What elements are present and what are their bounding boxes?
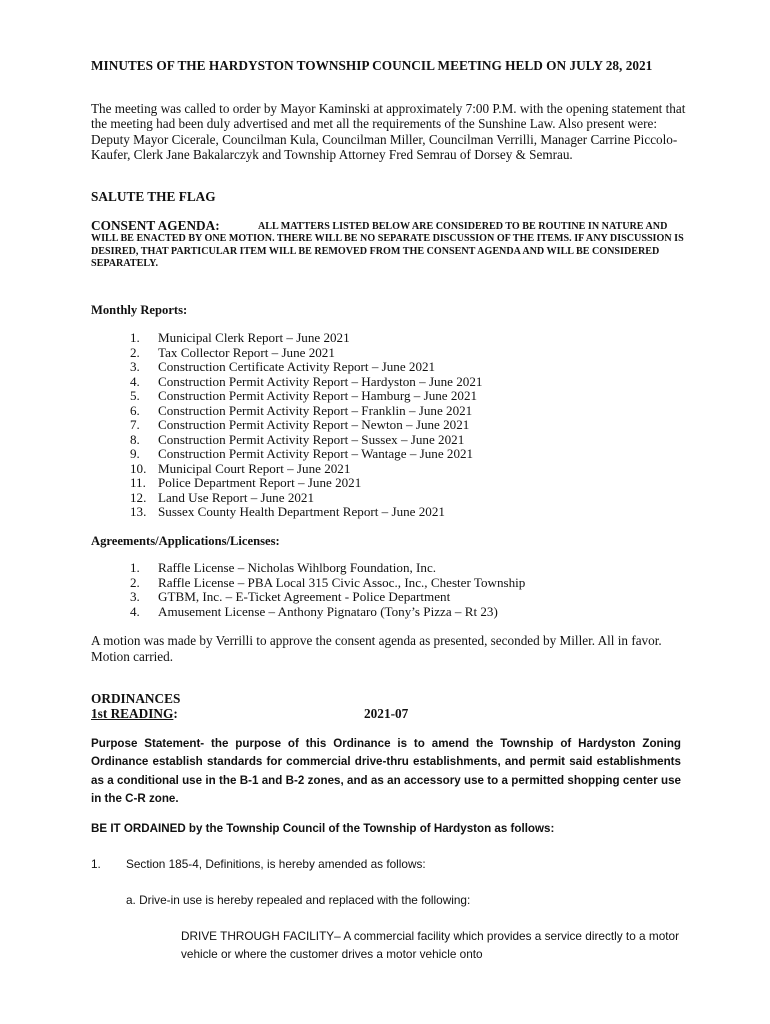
list-item-number: 4. (130, 603, 140, 619)
list-item-number: 7. (130, 417, 140, 432)
list-item (130, 331, 482, 346)
list-item (130, 360, 482, 375)
list-item (130, 561, 525, 576)
reading-label-text: 1st READING (91, 706, 174, 721)
list-item-text: Police Department Report – June 2021 (158, 475, 362, 490)
list-item-text: GTBM, Inc. – E-Ticket Agreement - Police Department (158, 589, 451, 604)
list-item-text: Land Use Report – June 2021 (158, 489, 315, 505)
list-item-text: Municipal Court Report – June 2021 (158, 460, 351, 476)
list-item-number: 13. (130, 504, 147, 519)
be-it-ordained: BE IT ORDAINED by the Township Council of the Township of Hardyston as follows: (91, 822, 555, 835)
list-item (130, 375, 482, 390)
list-item (130, 447, 482, 462)
purpose-statement: Purpose Statement- the purpose of this Ordinance is to amend the Township of Hardyston Zoning Ordinance establish standards for commercial drive-thru establishments, and permit said establishments as a conditional use in the B-1 and B-2 zones, and as an accessory use to a permitted shopping center use in the C-R zone. (91, 737, 681, 806)
list-item-number: 3. (130, 589, 140, 604)
list-item-number: 5. (130, 388, 140, 403)
list-item-text: Construction Permit Activity Report – Franklin – June 2021 (158, 402, 473, 418)
list-item-text: Raffle License – PBA Local 315 Civic Assoc., Inc., Chester Township (158, 574, 526, 590)
definition-text: DRIVE THROUGH FACILITY– A commercial facility which provides a service directly to a motor vehicle or where the customer drives a motor vehicle onto (181, 929, 680, 961)
list-item-number: 12. (130, 489, 147, 505)
monthly-reports-heading: Monthly Reports: (91, 303, 188, 317)
list-item (130, 576, 525, 591)
list-item-text: Municipal Clerk Report – June 2021 (158, 330, 350, 345)
consent-agenda-description: ALL MATTERS LISTED BELOW ARE CONSIDERED TO BE ROUTINE IN NATURE AND WILL BE ENACTED BY ONE MOTION. THERE WILL BE NO SEPARATE DISCUSSION OF THE ITEMS. IF ANY DISCUSSION IS DESIRED, THAT PARTICULAR ITEM WILL BE REMOVED FROM THE CONSENT AGENDA AND WILL BE CONSIDERED SEPARATELY. (91, 221, 684, 270)
intro-paragraph: The meeting was called to order by Mayor Kaminski at approximately 7:00 P.M. with the opening statement that the meeting had been duly advertised and met all the requirements of the Sunshine Law. Also present were: Deputy Mayor Cicerale, Councilman Kula, Councilman Miller, Councilman Verrilli, Manager Carrine Piccolo-Kaufer, Clerk Jane Bakalarczyk and Township Attorney Fred Semrau of Dorsey & Semrau. (91, 101, 686, 162)
list-item-number: 2. (130, 574, 140, 590)
list-item (130, 462, 482, 477)
monthly-reports-list (130, 331, 482, 520)
list-item-text: Amusement License – Anthony Pignataro (Tony’s Pizza – Rt 23) (158, 603, 498, 619)
list-item-number: 10. (130, 460, 147, 476)
list-item (130, 590, 525, 605)
list-item (130, 491, 482, 506)
list-item-number: 9. (130, 446, 140, 461)
list-item-number: 3. (130, 359, 140, 374)
agreements-heading: Agreements/Applications/Licenses: (91, 534, 280, 548)
list-item-text: Construction Permit Activity Report – Sussex – June 2021 (158, 431, 465, 447)
list-item-number: 4. (130, 373, 140, 389)
subsection-a: a. Drive-in use is hereby repealed and replaced with the following: (126, 893, 471, 907)
document-title: MINUTES OF THE HARDYSTON TOWNSHIP COUNCIL MEETING HELD ON JULY 28, 2021 (91, 58, 653, 73)
list-item-text: Construction Permit Activity Report – Wantage – June 2021 (158, 446, 474, 461)
list-item-text: Construction Permit Activity Report – Hamburg – June 2021 (158, 388, 478, 403)
reading-label-colon: : (173, 706, 178, 721)
agreements-list (130, 561, 525, 619)
list-item-number: 1. (130, 560, 140, 575)
list-item-text: Raffle License – Nicholas Wihlborg Foundation, Inc. (158, 560, 437, 575)
list-item (130, 346, 482, 361)
ordinance-number: 2021-07 (364, 706, 409, 721)
salute-heading: SALUTE THE FLAG (91, 189, 216, 204)
list-item (130, 605, 525, 620)
list-item (130, 505, 482, 520)
list-item-number: 1. (130, 330, 140, 345)
motion-paragraph: A motion was made by Verrilli to approve the consent agenda as presented, seconded by Miller. All in favor. Motion carried. (91, 633, 662, 664)
list-item-text: Construction Permit Activity Report – Hardyston – June 2021 (158, 373, 483, 389)
list-item (130, 433, 482, 448)
list-item (130, 389, 482, 404)
list-item-number: 11. (130, 475, 146, 490)
list-item-number: 2. (130, 344, 140, 360)
consent-agenda-heading: CONSENT AGENDA: (91, 218, 220, 233)
list-item-text: Construction Certificate Activity Report – June 2021 (158, 359, 436, 374)
list-item (130, 418, 482, 433)
list-item-number: 8. (130, 431, 140, 447)
list-item (130, 476, 482, 491)
list-item-text: Tax Collector Report – June 2021 (158, 344, 335, 360)
ordinances-heading: ORDINANCES (91, 691, 181, 706)
list-item-text: Construction Permit Activity Report – Newton – June 2021 (158, 417, 470, 432)
section-number: 1. (91, 857, 101, 871)
list-item-number: 6. (130, 402, 140, 418)
reading-label (91, 706, 178, 722)
list-item (130, 404, 482, 419)
list-item-text: Sussex County Health Department Report – June 2021 (158, 504, 445, 519)
section-text: Section 185-4, Definitions, is hereby amended as follows: (126, 857, 426, 871)
